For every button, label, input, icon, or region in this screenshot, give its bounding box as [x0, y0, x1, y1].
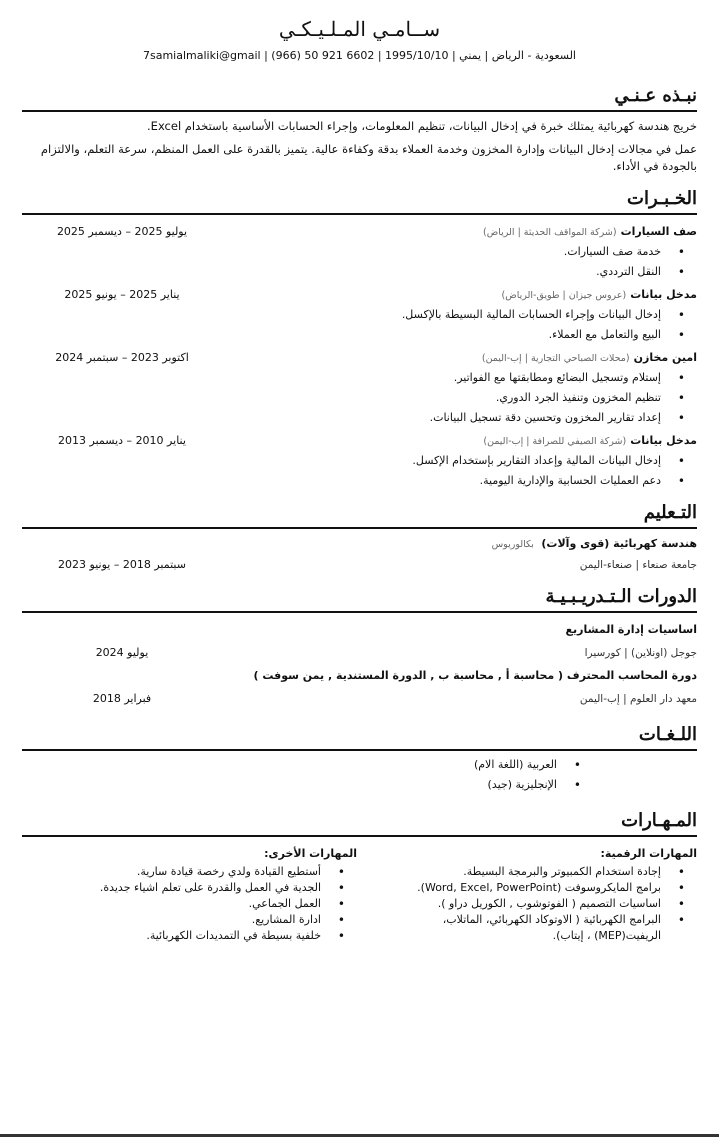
about-title: نبـذه عـنـي [614, 85, 697, 106]
degree-name: هندسة كهربائية (قوى وآلات) [541, 537, 697, 550]
skill-item: • العمل الجماعي. [57, 896, 321, 912]
languages-title: اللـغـات [638, 724, 697, 745]
courses-title: الدورات الـتـدريـبـيـة [545, 586, 697, 607]
job-bullet: • إدخال البيانات وإجراء الحسابات المالية البسيطة بالإكسل. [22, 305, 661, 325]
courses-section [22, 585, 697, 705]
skill-item: • البرامج الكهربائية ( الاوتوكاد الكهربائي، الماتلاب، الريفيت(MEP) ، إيتاب). [397, 912, 661, 944]
languages-section [22, 723, 697, 795]
other-skills-title: المهارات الأخرى: [264, 847, 357, 860]
job-date: يناير 2025 – يونيو 2025 [64, 288, 180, 301]
job-org: (محلات الصباحي التجارية | إب-اليمن) [481, 353, 630, 364]
education-date: سبتمبر 2018 – يونيو 2023 [58, 558, 186, 571]
skills-section [22, 809, 697, 944]
job-date: اكتوبر 2023 – سبتمبر 2024 [55, 351, 189, 364]
degree-level: بكالوريوس [491, 539, 534, 550]
skills-title: المـهـارات [621, 810, 697, 831]
job-bullet: • إعداد تقارير المخزون وتحسين دقة تسجيل البيانات. [22, 408, 661, 428]
contact-line: 7samialmaliki@gmail | (966) 50 921 6602 | السعودية - الرياض | يمني | 1995/10/10 [143, 49, 576, 62]
job-bullet: • النقل الترددي. [22, 262, 661, 282]
courses-divider [22, 611, 697, 613]
skill-item: • الجدية في العمل والقدرة على تعلم اشياء جديدة. [57, 880, 321, 896]
about-paragraph-1: خريج هندسة كهربائية يمتلك خبرة في إدخال البيانات، تنظيم المعلومات، وإجراء الحسابات الأساسية باستخدام Excel. [147, 119, 697, 133]
job-bullet: • إدخال البيانات المالية وإعداد التقارير بإستخدام الإكسل. [22, 451, 661, 471]
digital-skills-title: المهارات الرقمية: [600, 847, 697, 860]
skills-divider [22, 835, 697, 837]
skill-item: • خلفية بسيطة في التمديدات الكهربائية. [57, 928, 321, 944]
language-item: • العربية (اللغة الام) [22, 755, 557, 775]
course-date: فبراير 2018 [92, 692, 152, 705]
job-org: (عروس جيزان | طويق-الرياض) [501, 290, 627, 301]
education-title: التـعليم [643, 502, 697, 523]
experience-item [22, 351, 697, 428]
school-name: جامعة صنعاء | صنعاء-اليمن [579, 559, 697, 571]
other-skills-column [57, 847, 357, 944]
experience-item [22, 288, 697, 345]
education-divider [22, 527, 697, 529]
job-date: يناير 2010 – ديسمبر 2013 [58, 434, 186, 447]
skill-item: • برامج المايكروسوفت (Word, Excel, PowerPoint). [397, 880, 661, 896]
job-org: (شركة المواقف الحديثة | الرياض) [483, 227, 617, 238]
job-title: امين مخازن [633, 351, 697, 364]
digital-skills-column [397, 847, 697, 944]
language-item: • الإنجليزية (جيد) [22, 775, 557, 795]
about-section [22, 84, 697, 175]
course-name: اساسيات إدارة المشاريع [565, 623, 697, 636]
job-bullet: • تنظيم المخزون وتنفيذ الجرد الدوري. [22, 388, 661, 408]
skill-item: • أستطيع القيادة ولدي رخصة قيادة سارية. [57, 864, 321, 880]
course-provider: جوجل (اونلاين) | كورسيرا [584, 647, 697, 659]
skill-item: • إجادة استخدام الكمبيوتر والبرمجة البسيطة. [397, 864, 661, 880]
job-title: صف السيارات [620, 225, 697, 238]
course-provider: معهد دار العلوم | إب-اليمن [579, 693, 697, 705]
skill-item: • ادارة المشاريع. [57, 912, 321, 928]
languages-divider [22, 749, 697, 751]
experience-title: الخـبـرات [627, 188, 697, 209]
experience-section [22, 187, 697, 491]
job-bullet: • خدمة صف السيارات. [22, 242, 661, 262]
course-name: دورة المحاسب المحترف ( محاسبة أ , محاسبة ب , الدورة المستندية , يمن سوفت ) [253, 669, 697, 682]
job-date: يوليو 2025 – ديسمبر 2025 [56, 225, 188, 238]
course-date: يوليو 2024 [95, 646, 149, 659]
education-section [22, 501, 697, 571]
job-bullet: • البيع والتعامل مع العملاء. [22, 325, 661, 345]
job-bullet: • دعم العمليات الحسابية والإدارية اليومية. [22, 471, 661, 491]
job-title: مدخل بيانات [630, 288, 697, 301]
job-bullet: • إستلام وتسجيل البضائع ومطابقتها مع الفواتير. [22, 368, 661, 388]
about-paragraph-2: عمل في مجالات إدخال البيانات وإدارة المخزون وخدمة العملاء بدقة وكفاءة عالية. يتميز بالقدرة على العمل المنظم، سرعة التعلم، والالتزام بالجودة في الأداء. [40, 142, 697, 173]
skill-item: • اساسيات التصميم ( الفوتوشوب , الكوريل دراو ). [397, 896, 661, 912]
experience-item [22, 434, 697, 491]
job-org: (شركة الصيفي للصرافة | إب-اليمن) [483, 436, 627, 447]
experience-item [22, 225, 697, 282]
experience-divider [22, 213, 697, 215]
candidate-name: ســامـي المـلـيـكـي [278, 17, 441, 41]
job-title: مدخل بيانات [630, 434, 697, 447]
about-divider [22, 110, 697, 112]
